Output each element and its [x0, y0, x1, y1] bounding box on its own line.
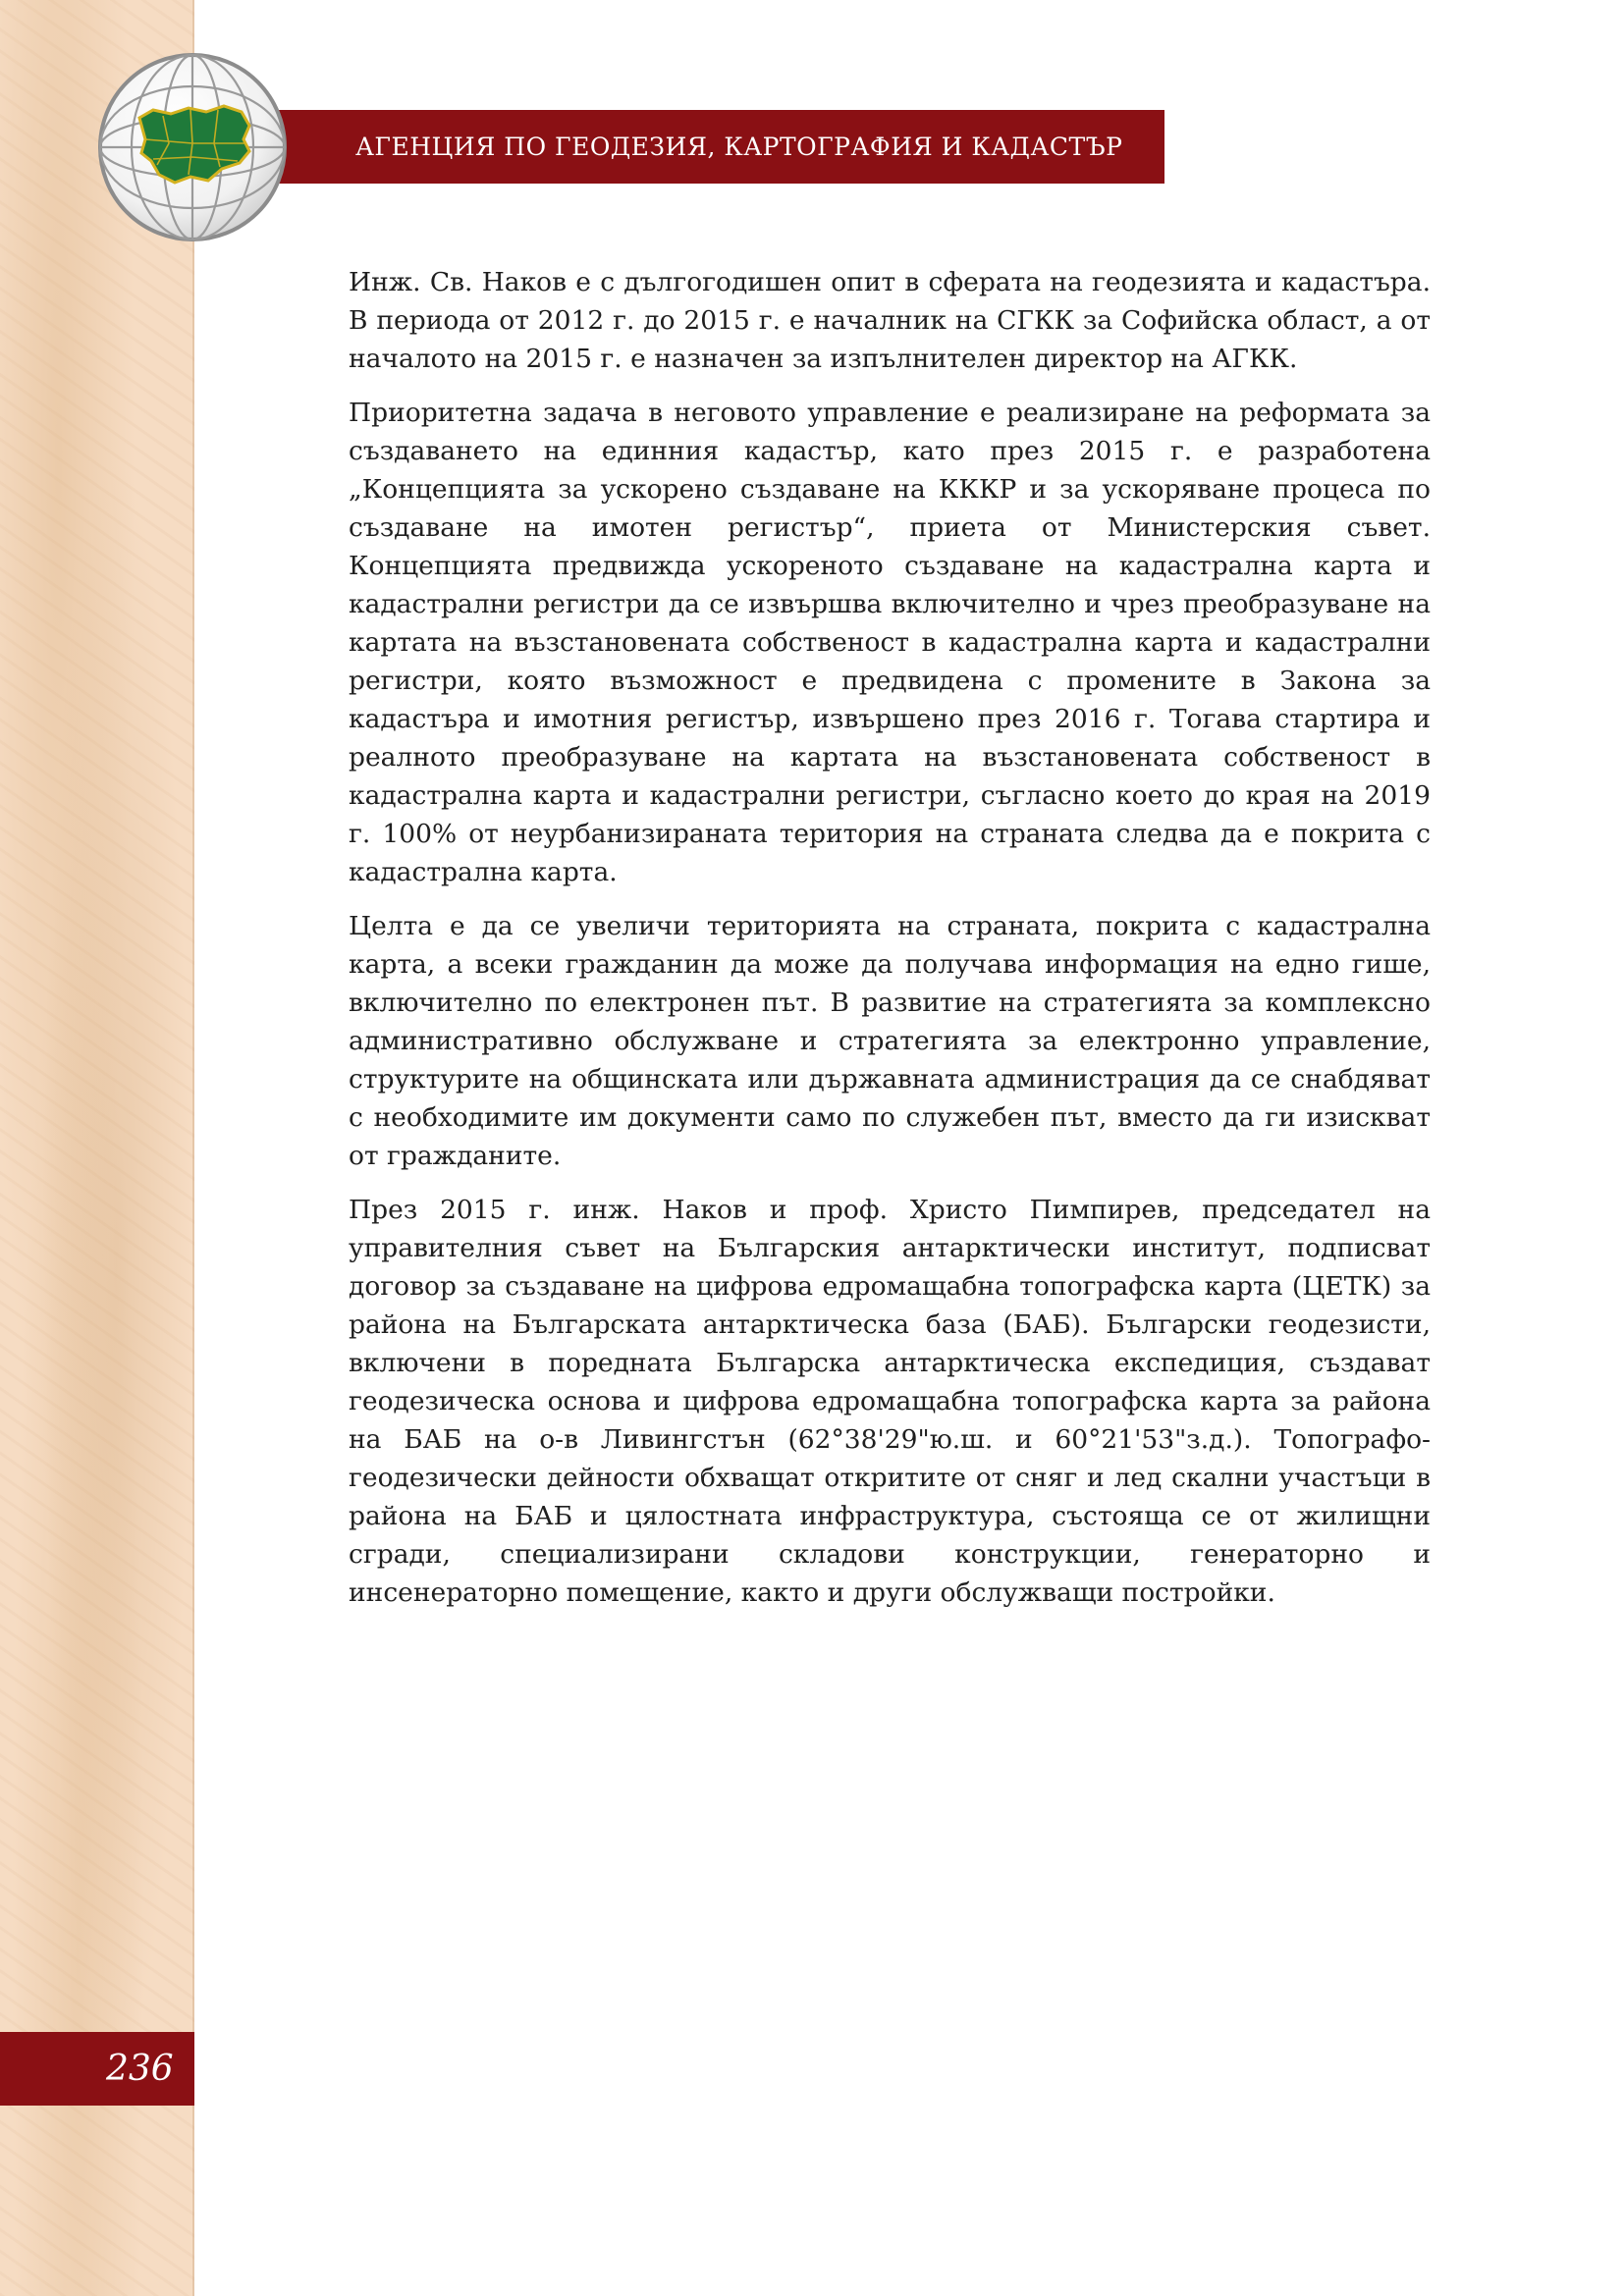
globe-bulgaria-map-icon — [94, 49, 291, 245]
page-number: 236 — [106, 2049, 174, 2089]
paragraph-3: Целта е да се увеличи територията на страната, покрита с кадастрална карта, а всеки гражданин да може да получава информация на едно гише, включително по електронен път. В развитие на стратегията за комплексно административно обслужване и стратегията за електронно управление, структурите на общинската или държавната администрация да се снабдяват с необходимите им документи само по служебен път, вместо да ги изискват от гражданите. — [349, 911, 1431, 1171]
paragraph-2: Приоритетна задача в неговото управление е реализиране на реформата за създаването на единния кадастър, като през 2015 г. е разработена „Концепцията за ускорено създаване на КККР и за ускоряване процеса по създаване на имотен регистър“, приета от Министерския съвет. Концепцията предвижда ускореното създаване на кадастрална карта и кадастрални регистри да се извършва включително и чрез преобразуване на картата на възстановената собственост в кадастрална карта и кадастрални регистри, която възможност е предвидена с промените в Закона за кадастъра и имотния регистър, извършено през 2016 г. Тогава стартира и реалното преобразуване на картата на възстановената собственост в кадастрална карта и кадастрални регистри, съгласно което до края на 2019 г. 100% от неурбанизираната територия на страната следва да е покрита с кадастрална карта. — [349, 398, 1431, 887]
paragraph-1: Инж. Св. Наков е с дългогодишен опит в сферата на геодезията и кадастъра. В периода от 2012 г. до 2015 г. е началник на СГКК за Софийска област, а от началото на 2015 г. е назначен за изпълнителен директор на АГКК. — [349, 267, 1431, 374]
decorative-side-band — [0, 0, 194, 2296]
header-title: АГЕНЦИЯ ПО ГЕОДЕЗИЯ, КАРТОГРАФИЯ И КАДАСТЪР — [355, 133, 1123, 161]
main-article-text — [349, 263, 1431, 1628]
paragraph-4: През 2015 г. инж. Наков и проф. Христо Пимпирев, председател на управителния съвет на Българския антарктически институт, подписват договор за създаване на цифрова едромащабна топографска карта (ЦЕТК) за района на Българската антарктическа база (БАБ). Български геодезисти, включени в поредната Българска антарктическа експедиция, създават геодезическа основа и цифрова едромащабна топографска карта за района на БАБ на о-в Ливингстън (62°38'29"ю.ш. и 60°21'53"з.д.). Топографо-геодезически дейности обхващат откритите от сняг и лед скални участъци в района на БАБ и цялостната инфраструктура, състояща се от жилищни сгради, специализирани складови конструкции, генераторно и инсенераторно помещение, както и други обслужващи постройки. — [349, 1195, 1431, 1608]
